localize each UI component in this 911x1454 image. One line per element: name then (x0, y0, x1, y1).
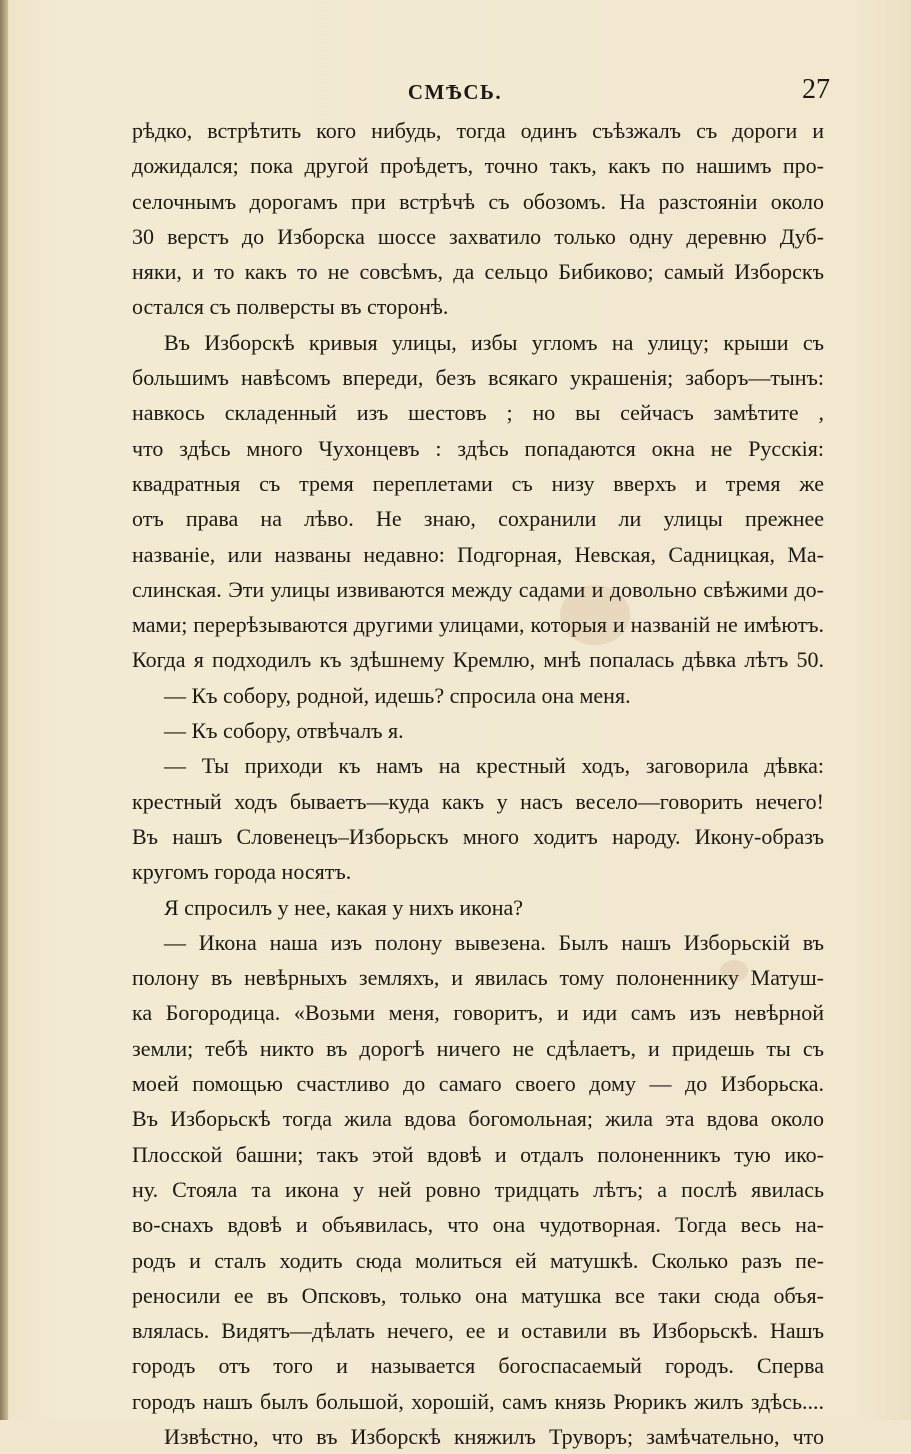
text-line: Плосской башни; такъ этой вдовѣ и отдалъ полоненникъ тую ико- (132, 1141, 824, 1167)
text-line: — Икона наша изъ полону вывезена. Былъ нашъ Изборьскій въ (164, 929, 824, 955)
text-line: земли; тебѣ никто въ дорогѣ ничего не сдѣлаетъ, и придешь ты съ (132, 1035, 824, 1061)
text-line: — Къ собору, отвѣчалъ я. (164, 718, 404, 744)
text-line: Въ Изборьскѣ тогда жила вдова богомольная; жила эта вдова около (132, 1106, 824, 1132)
text-line: няки, и то какъ то не совсѣмъ, да сельцо Бибиково; самый Изборскъ (132, 259, 824, 285)
text-line: полону въ невѣрныхъ земляхъ, и явилась тому полоненнику Матуш- (132, 965, 824, 991)
text-line: Въ нашъ Словенецъ–Изборьскъ много ходитъ народу. Икону-образъ (132, 823, 824, 849)
text-line: моей помощью счастливо до самаго своего дому — до Изборьска. (132, 1071, 824, 1097)
text-line: большимъ навѣсомъ впереди, безъ всякаго украшенія; заборъ—тынъ: (132, 365, 824, 391)
text-line: селочнымъ дорогамъ при встрѣчѣ съ обозомъ. На разстояніи около (132, 188, 824, 214)
text-line: что здѣсь много Чухонцевъ : здѣсь попадаются окна не Русскія: (132, 435, 824, 461)
text-line: остался съ полверсты въ сторонѣ. (132, 294, 449, 320)
text-line: мами; перерѣзываются другими улицами, которыя и названій не имѣютъ. (132, 612, 824, 638)
text-line: слинская. Эти улицы извиваются между садами и довольно свѣжими до- (132, 576, 824, 602)
text-line: крестный ходъ бываетъ—куда какъ у насъ весело—говорить нечего! (132, 788, 824, 814)
text-line: городъ нашъ былъ большой, хорошій, самъ князь Рюрикъ жилъ здѣсь.... (132, 1388, 824, 1414)
text-line: Я спросилъ у нее, какая у нихъ икона? (164, 894, 524, 920)
body-text (132, 113, 824, 1454)
text-line: городъ отъ того и называется богоспасаемый городъ. Сперва (132, 1353, 824, 1379)
binding-edge (0, 0, 8, 1420)
text-line: названіе, или названы недавно: Подгорная, Невская, Садницкая, Ма- (132, 541, 824, 567)
text-line: Извѣстно, что въ Изборскѣ княжилъ Труворъ; замѣчательно, что (164, 1423, 824, 1449)
text-line: Когда я подходилъ къ здѣшнему Кремлю, мнѣ попалась дѣвка лѣтъ 50. (132, 647, 824, 673)
text-line: реносили ее въ Опсковъ, только она матушка все таки сюда объя- (132, 1282, 824, 1308)
text-line: родъ и сталъ ходить сюда молиться ей матушкѣ. Сколько разъ пе- (132, 1247, 824, 1273)
text-line: Въ Изборскѣ кривыя улицы, избы угломъ на улицу; крыши съ (164, 329, 824, 355)
text-line: ка Богородица. «Возьми меня, говоритъ, и иди самъ изъ невѣрной (132, 1000, 824, 1026)
text-line: рѣдко, встрѣтить кого нибудь, тогда одинъ съѣзжалъ съ дороги и (132, 118, 824, 143)
text-line: навкось складенный изъ шестовъ ; но вы сейчасъ замѣтите , (132, 400, 824, 426)
text-line: 30 верстъ до Изборска шоссе захватило только одну деревню Дуб- (132, 223, 824, 249)
text-line: влялась. Видятъ—дѣлать нечего, ее и оставили въ Изборьскѣ. Нашъ (132, 1318, 824, 1344)
text-line: — Къ собору, родной, идешь? спросила она меня. (164, 682, 631, 708)
text-line: кругомъ города носятъ. (132, 859, 352, 885)
text-line: во-снахъ вдовѣ и объявилась, что она чудотворная. Тогда весь на- (132, 1212, 824, 1238)
text-line: ну. Стояла та икона у ней ровно тридцать лѣтъ; а послѣ явилась (132, 1176, 824, 1202)
text-line: — Ты приходи къ намъ на крестный ходъ, заговорила дѣвка: (164, 753, 824, 779)
text-line: дожидался; пока другой проѣдетъ, точно такъ, какъ по нашимъ про- (132, 153, 824, 179)
text-line: квадратныя съ тремя переплетами съ низу вверхъ и тремя же (132, 470, 824, 496)
page-number: 27 (802, 74, 830, 105)
running-title: СМѢСЬ. (407, 80, 503, 104)
text-line: отъ права на лѣво. Не знаю, сохранили ли улицы прежнее (132, 506, 824, 532)
